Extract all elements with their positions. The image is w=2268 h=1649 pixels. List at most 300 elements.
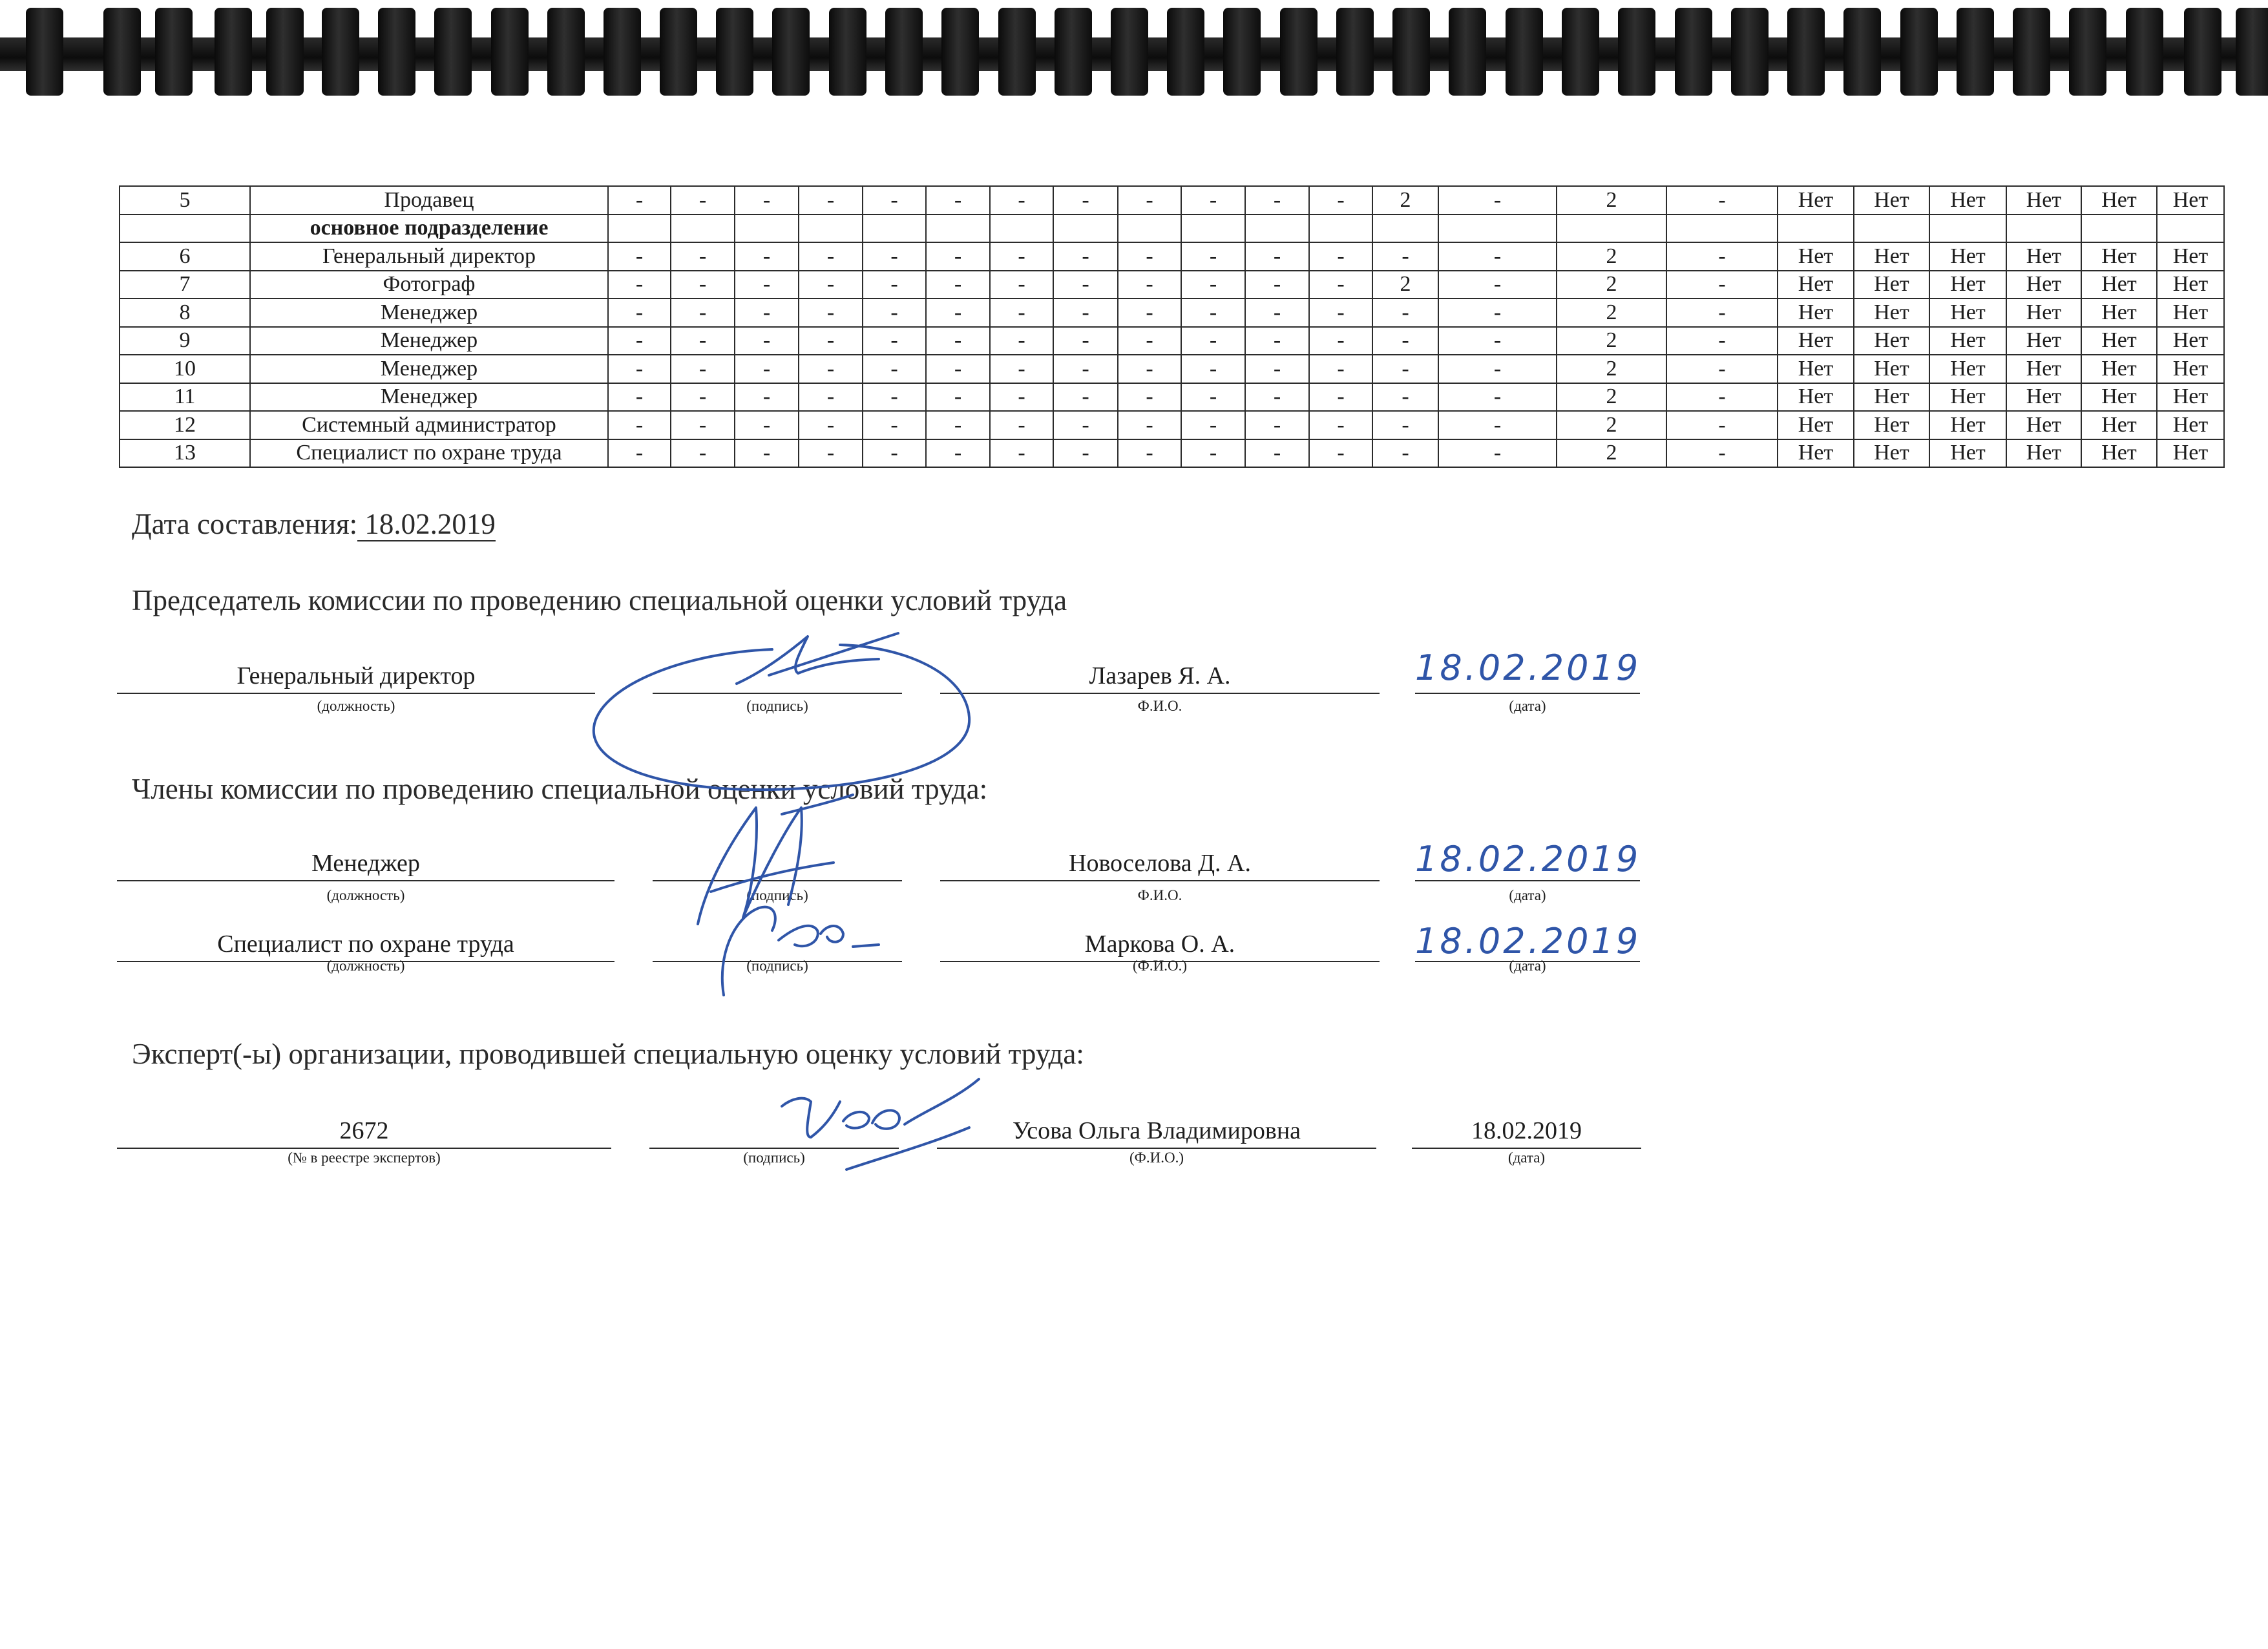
expert-cap-registry: (№ в реестре экспертов) [288, 1150, 441, 1166]
table-cell: - [1181, 439, 1245, 468]
table-cell: - [671, 242, 735, 271]
binding-tooth [1223, 8, 1261, 96]
compiled-date-label: Дата составления: [132, 508, 358, 540]
table-cell: - [863, 383, 926, 412]
binding-tooth [829, 8, 866, 96]
binding-tooth [434, 8, 472, 96]
table-cell: - [863, 439, 926, 468]
member2-cap-signature: (подпись) [746, 958, 808, 974]
table-row [120, 355, 2224, 383]
compiled-date-line [132, 507, 496, 541]
table-cell: - [1118, 411, 1181, 439]
table-cell [1854, 215, 1929, 243]
table-section-row [120, 215, 2224, 243]
binding-tooth [155, 8, 193, 96]
table-cell: Нет [1929, 411, 2006, 439]
table-cell: - [799, 299, 863, 327]
table-cell: Нет [2157, 186, 2224, 215]
row-number: 7 [120, 271, 250, 299]
table-cell: - [1053, 271, 1118, 299]
table-cell: - [1309, 271, 1372, 299]
table-cell: - [990, 383, 1053, 412]
binding-tooth [1731, 8, 1769, 96]
binding-tooth [1843, 8, 1881, 96]
job-title: Менеджер [250, 299, 608, 327]
table-cell: - [1118, 186, 1181, 215]
table-cell: - [1053, 186, 1118, 215]
table-cell [1929, 215, 2006, 243]
table-cell: Нет [1854, 383, 1929, 412]
table-cell: - [1245, 186, 1309, 215]
binding-tooth [1167, 8, 1204, 96]
table-cell: - [1053, 411, 1118, 439]
row-number: 10 [120, 355, 250, 383]
experts-heading: Эксперт(-ы) организации, проводившей специальную оценку условий труда: [132, 1038, 1084, 1070]
table-cell: Нет [2006, 327, 2081, 355]
table-cell [2157, 215, 2224, 243]
binding-tooth [1562, 8, 1599, 96]
table-cell: 2 [1557, 186, 1666, 215]
table-cell: Нет [1929, 355, 2006, 383]
table-cell: - [1053, 439, 1118, 468]
table-cell: - [608, 411, 671, 439]
table-cell: Нет [2081, 355, 2157, 383]
assessment-table [119, 185, 2225, 468]
table-cell: - [799, 355, 863, 383]
table-cell: - [1372, 242, 1438, 271]
row-number: 6 [120, 242, 250, 271]
table-cell: - [1372, 299, 1438, 327]
table-cell [608, 215, 671, 243]
member1-signature-field [653, 846, 902, 881]
table-cell: Нет [1929, 439, 2006, 468]
table-cell: - [608, 383, 671, 412]
chairman-cap-position: (должность) [317, 698, 395, 714]
binding-tooth [1055, 8, 1092, 96]
binding-tooth [491, 8, 529, 96]
table-cell: Нет [2081, 411, 2157, 439]
job-title: Продавец [250, 186, 608, 215]
table-cell: - [1309, 242, 1372, 271]
table-cell: - [926, 186, 990, 215]
table-cell: - [926, 439, 990, 468]
table-cell: - [1438, 186, 1557, 215]
table-cell: 2 [1372, 271, 1438, 299]
table-cell: - [799, 271, 863, 299]
binding-tooth [1506, 8, 1543, 96]
job-title: Генеральный директор [250, 242, 608, 271]
table-cell: 2 [1372, 186, 1438, 215]
table-cell: Нет [1778, 383, 1854, 412]
member1-cap-date: (дата) [1509, 887, 1546, 903]
table-cell: - [990, 242, 1053, 271]
table-cell: - [1181, 383, 1245, 412]
binding-tooth [103, 8, 141, 96]
table-cell: Нет [1854, 271, 1929, 299]
table-row [120, 327, 2224, 355]
binding-tooth [1336, 8, 1374, 96]
binding-tooth [322, 8, 359, 96]
chairman-signature-field [653, 659, 902, 694]
binding-tooth [604, 8, 641, 96]
table-cell: - [990, 271, 1053, 299]
table-cell: - [990, 439, 1053, 468]
table-cell [1666, 215, 1778, 243]
table-cell: 2 [1557, 355, 1666, 383]
table-cell: Нет [2157, 271, 2224, 299]
table-cell: - [1245, 271, 1309, 299]
table-cell: - [1309, 439, 1372, 468]
member1-cap-signature: (подпись) [746, 887, 808, 903]
table-cell: Нет [1778, 242, 1854, 271]
table-cell [2006, 215, 2081, 243]
table-cell: Нет [1929, 242, 2006, 271]
chairman-handwritten-date: 18.02.2019 [1415, 647, 1641, 688]
table-cell: - [990, 299, 1053, 327]
job-title: Фотограф [250, 271, 608, 299]
table-row [120, 242, 2224, 271]
member1-position-field: Менеджер [117, 846, 614, 881]
chairman-cap-name: Ф.И.О. [1137, 698, 1182, 714]
member1-handwritten-date: 18.02.2019 [1415, 839, 1641, 879]
table-cell: Нет [2081, 383, 2157, 412]
table-row [120, 439, 2224, 468]
table-cell: - [1118, 271, 1181, 299]
table-cell: - [608, 327, 671, 355]
member2-name-field: Маркова О. А. [940, 927, 1380, 962]
table-cell: - [926, 383, 990, 412]
row-number: 5 [120, 186, 250, 215]
table-cell: Нет [2006, 355, 2081, 383]
binding-tooth [772, 8, 810, 96]
table-cell: Нет [2081, 439, 2157, 468]
table-cell: Нет [2081, 299, 2157, 327]
member2-position-field: Специалист по охране труда [117, 927, 614, 962]
table-cell: Нет [1929, 327, 2006, 355]
table-cell: Нет [1778, 439, 1854, 468]
table-cell: Нет [2157, 411, 2224, 439]
table-cell: - [990, 327, 1053, 355]
table-row [120, 383, 2224, 412]
table-row [120, 186, 2224, 215]
table-cell [1181, 215, 1245, 243]
row-number: 12 [120, 411, 250, 439]
table-cell: - [608, 439, 671, 468]
table-cell: - [1438, 383, 1557, 412]
row-number [120, 215, 250, 243]
member1-name-field: Новоселова Д. А. [940, 846, 1380, 881]
table-cell: Нет [2006, 299, 2081, 327]
section-title: основное подразделение [250, 215, 608, 243]
table-cell: Нет [1778, 355, 1854, 383]
table-cell: 2 [1557, 299, 1666, 327]
table-cell: - [1118, 299, 1181, 327]
table-cell [1118, 215, 1181, 243]
table-cell: - [1438, 299, 1557, 327]
table-cell: - [863, 299, 926, 327]
table-cell: - [1372, 411, 1438, 439]
table-body [120, 186, 2224, 467]
binding-tooth [1675, 8, 1712, 96]
table-cell: Нет [1854, 411, 1929, 439]
table-cell: - [1438, 242, 1557, 271]
table-cell: Нет [1778, 271, 1854, 299]
table-cell: - [608, 186, 671, 215]
binding-tooth [1111, 8, 1148, 96]
table-cell: - [1181, 242, 1245, 271]
table-cell: - [1053, 327, 1118, 355]
binding-tooth [2013, 8, 2050, 96]
table-cell: Нет [2157, 383, 2224, 412]
table-cell [926, 215, 990, 243]
binding-tooth [1957, 8, 1994, 96]
table-row [120, 411, 2224, 439]
table-cell: - [863, 186, 926, 215]
table-cell: - [990, 186, 1053, 215]
table-cell: - [735, 411, 799, 439]
table-cell: - [1053, 383, 1118, 412]
member2-cap-date: (дата) [1509, 958, 1546, 974]
table-cell: - [926, 411, 990, 439]
job-title: Специалист по охране труда [250, 439, 608, 468]
table-cell: - [863, 271, 926, 299]
table-cell: - [1309, 411, 1372, 439]
table-cell: - [1245, 439, 1309, 468]
table-cell: 2 [1557, 439, 1666, 468]
table-cell: - [926, 355, 990, 383]
binding-tooth [2126, 8, 2163, 96]
table-cell: - [1372, 439, 1438, 468]
table-cell: - [926, 242, 990, 271]
table-cell: Нет [2006, 383, 2081, 412]
table-cell: Нет [2006, 411, 2081, 439]
table-cell: - [1438, 411, 1557, 439]
table-cell: Нет [2006, 439, 2081, 468]
binding-tooth [1280, 8, 1318, 96]
binding-tooth [1449, 8, 1486, 96]
row-number: 11 [120, 383, 250, 412]
table-cell: - [1053, 242, 1118, 271]
table-cell: - [1118, 327, 1181, 355]
binding-tooth [547, 8, 585, 96]
table-cell: Нет [2081, 242, 2157, 271]
table-cell: - [671, 271, 735, 299]
binding-tooth [1787, 8, 1825, 96]
binding-tooth [885, 8, 923, 96]
table-cell: Нет [2157, 327, 2224, 355]
table-cell: - [1666, 383, 1778, 412]
table-cell: - [1181, 271, 1245, 299]
table-cell: 2 [1557, 242, 1666, 271]
table-cell: Нет [1778, 299, 1854, 327]
table-cell: Нет [1778, 186, 1854, 215]
table-cell: - [863, 242, 926, 271]
table-cell: - [1666, 186, 1778, 215]
table-cell: Нет [2157, 355, 2224, 383]
table-cell: - [863, 355, 926, 383]
table-cell: - [1118, 383, 1181, 412]
table-cell: Нет [2157, 439, 2224, 468]
table-cell: - [799, 186, 863, 215]
table-cell: - [735, 327, 799, 355]
table-cell: Нет [1854, 439, 1929, 468]
members-heading: Члены комиссии по проведению специальной оценки условий труда: [132, 773, 988, 805]
table-cell [1778, 215, 1854, 243]
table-cell: - [735, 271, 799, 299]
member1-cap-name: Ф.И.О. [1137, 887, 1182, 903]
table-cell: - [671, 439, 735, 468]
table-cell: - [1666, 355, 1778, 383]
table-cell: - [1053, 355, 1118, 383]
table-cell: - [1181, 186, 1245, 215]
table-cell: - [735, 299, 799, 327]
table-cell: Нет [2081, 271, 2157, 299]
table-cell: Нет [2006, 242, 2081, 271]
binding-tooth [660, 8, 697, 96]
member2-handwritten-date: 18.02.2019 [1415, 921, 1641, 961]
table-cell: - [1245, 327, 1309, 355]
row-number: 8 [120, 299, 250, 327]
table-cell: - [1245, 383, 1309, 412]
table-cell: - [1245, 411, 1309, 439]
table-cell: - [1181, 299, 1245, 327]
table-cell: - [1118, 439, 1181, 468]
table-row [120, 271, 2224, 299]
table-cell: - [1181, 411, 1245, 439]
table-cell: Нет [2157, 242, 2224, 271]
table-cell: - [608, 299, 671, 327]
table-cell: Нет [1929, 271, 2006, 299]
binding-tooth [266, 8, 304, 96]
member2-cap-position: (должность) [326, 958, 405, 974]
table-cell: - [1438, 271, 1557, 299]
table-cell: - [1309, 383, 1372, 412]
table-cell: - [1666, 242, 1778, 271]
binding-tooth [998, 8, 1036, 96]
binding-tooth [2069, 8, 2106, 96]
table-cell: - [671, 327, 735, 355]
table-cell [990, 215, 1053, 243]
table-cell: - [926, 299, 990, 327]
binding-tooth [1900, 8, 1938, 96]
binding-tooth [941, 8, 979, 96]
job-title: Менеджер [250, 327, 608, 355]
table-cell [1372, 215, 1438, 243]
table-cell: - [799, 411, 863, 439]
table-cell: - [1372, 383, 1438, 412]
job-title: Системный администратор [250, 411, 608, 439]
table-cell: - [1372, 327, 1438, 355]
table-cell: Нет [1929, 383, 2006, 412]
table-cell: - [1245, 299, 1309, 327]
table-cell: - [671, 186, 735, 215]
table-cell: - [926, 271, 990, 299]
table-cell: - [608, 242, 671, 271]
table-cell: - [735, 242, 799, 271]
table-cell: - [1309, 355, 1372, 383]
table-cell: 2 [1557, 383, 1666, 412]
table-cell [1053, 215, 1118, 243]
binding-tooth [1618, 8, 1655, 96]
expert-registry-field: 2672 [117, 1114, 611, 1149]
table-cell: - [1053, 299, 1118, 327]
chairman-name-field: Лазарев Я. А. [940, 659, 1380, 694]
table-cell: - [1309, 186, 1372, 215]
spiral-binding [0, 0, 2268, 116]
table-cell: - [735, 439, 799, 468]
binding-tooth [2184, 8, 2221, 96]
compiled-date-value: 18.02.2019 [357, 508, 496, 540]
expert-signature-field [649, 1114, 899, 1149]
table-cell: - [863, 327, 926, 355]
row-number: 9 [120, 327, 250, 355]
expert-cap-signature: (подпись) [743, 1150, 805, 1166]
table-cell: Нет [1929, 186, 2006, 215]
binding-tooth [1392, 8, 1430, 96]
table-cell: Нет [2081, 186, 2157, 215]
table-cell: 2 [1557, 327, 1666, 355]
job-title: Менеджер [250, 383, 608, 412]
table-cell: - [1181, 355, 1245, 383]
table-cell: Нет [1778, 327, 1854, 355]
table-cell [1309, 215, 1372, 243]
expert-date-field: 18.02.2019 [1412, 1114, 1641, 1149]
expert-cap-date: (дата) [1507, 1150, 1546, 1166]
chairman-heading: Председатель комиссии по проведению специальной оценки условий труда [132, 584, 1067, 616]
expert-cap-name: (Ф.И.О.) [1129, 1150, 1184, 1166]
table-cell: Нет [1854, 355, 1929, 383]
member2-cap-name: (Ф.И.О.) [1133, 958, 1187, 974]
table-cell: - [1245, 355, 1309, 383]
table-cell: Нет [1778, 411, 1854, 439]
table-cell [1438, 215, 1557, 243]
table-cell: - [1666, 439, 1778, 468]
table-cell [1245, 215, 1309, 243]
table-cell: - [863, 411, 926, 439]
table-cell: Нет [1854, 327, 1929, 355]
table-cell: - [1245, 242, 1309, 271]
table-cell: - [1372, 355, 1438, 383]
table-cell: - [799, 242, 863, 271]
expert-name-field: Усова Ольга Владимировна [937, 1114, 1376, 1149]
table-cell: - [1438, 355, 1557, 383]
table-cell [799, 215, 863, 243]
chairman-cap-signature: (подпись) [746, 698, 808, 714]
table-cell: - [990, 355, 1053, 383]
binding-tooth [2236, 8, 2268, 96]
table-cell: Нет [1854, 242, 1929, 271]
table-cell: - [926, 327, 990, 355]
table-cell: - [1666, 411, 1778, 439]
table-cell: - [1666, 271, 1778, 299]
member2-signature-field [653, 927, 902, 962]
table-cell: Нет [1854, 299, 1929, 327]
table-cell: - [735, 383, 799, 412]
table-row [120, 299, 2224, 327]
table-cell [2081, 215, 2157, 243]
binding-tooth [378, 8, 415, 96]
table-cell [671, 215, 735, 243]
table-cell: - [671, 411, 735, 439]
chairman-position-field: Генеральный директор [117, 659, 595, 694]
table-cell: - [1181, 327, 1245, 355]
table-cell [863, 215, 926, 243]
table-cell: - [799, 327, 863, 355]
table-cell: - [735, 186, 799, 215]
table-cell: - [1666, 327, 1778, 355]
table-cell: 2 [1557, 271, 1666, 299]
chairman-cap-date: (дата) [1509, 698, 1546, 714]
